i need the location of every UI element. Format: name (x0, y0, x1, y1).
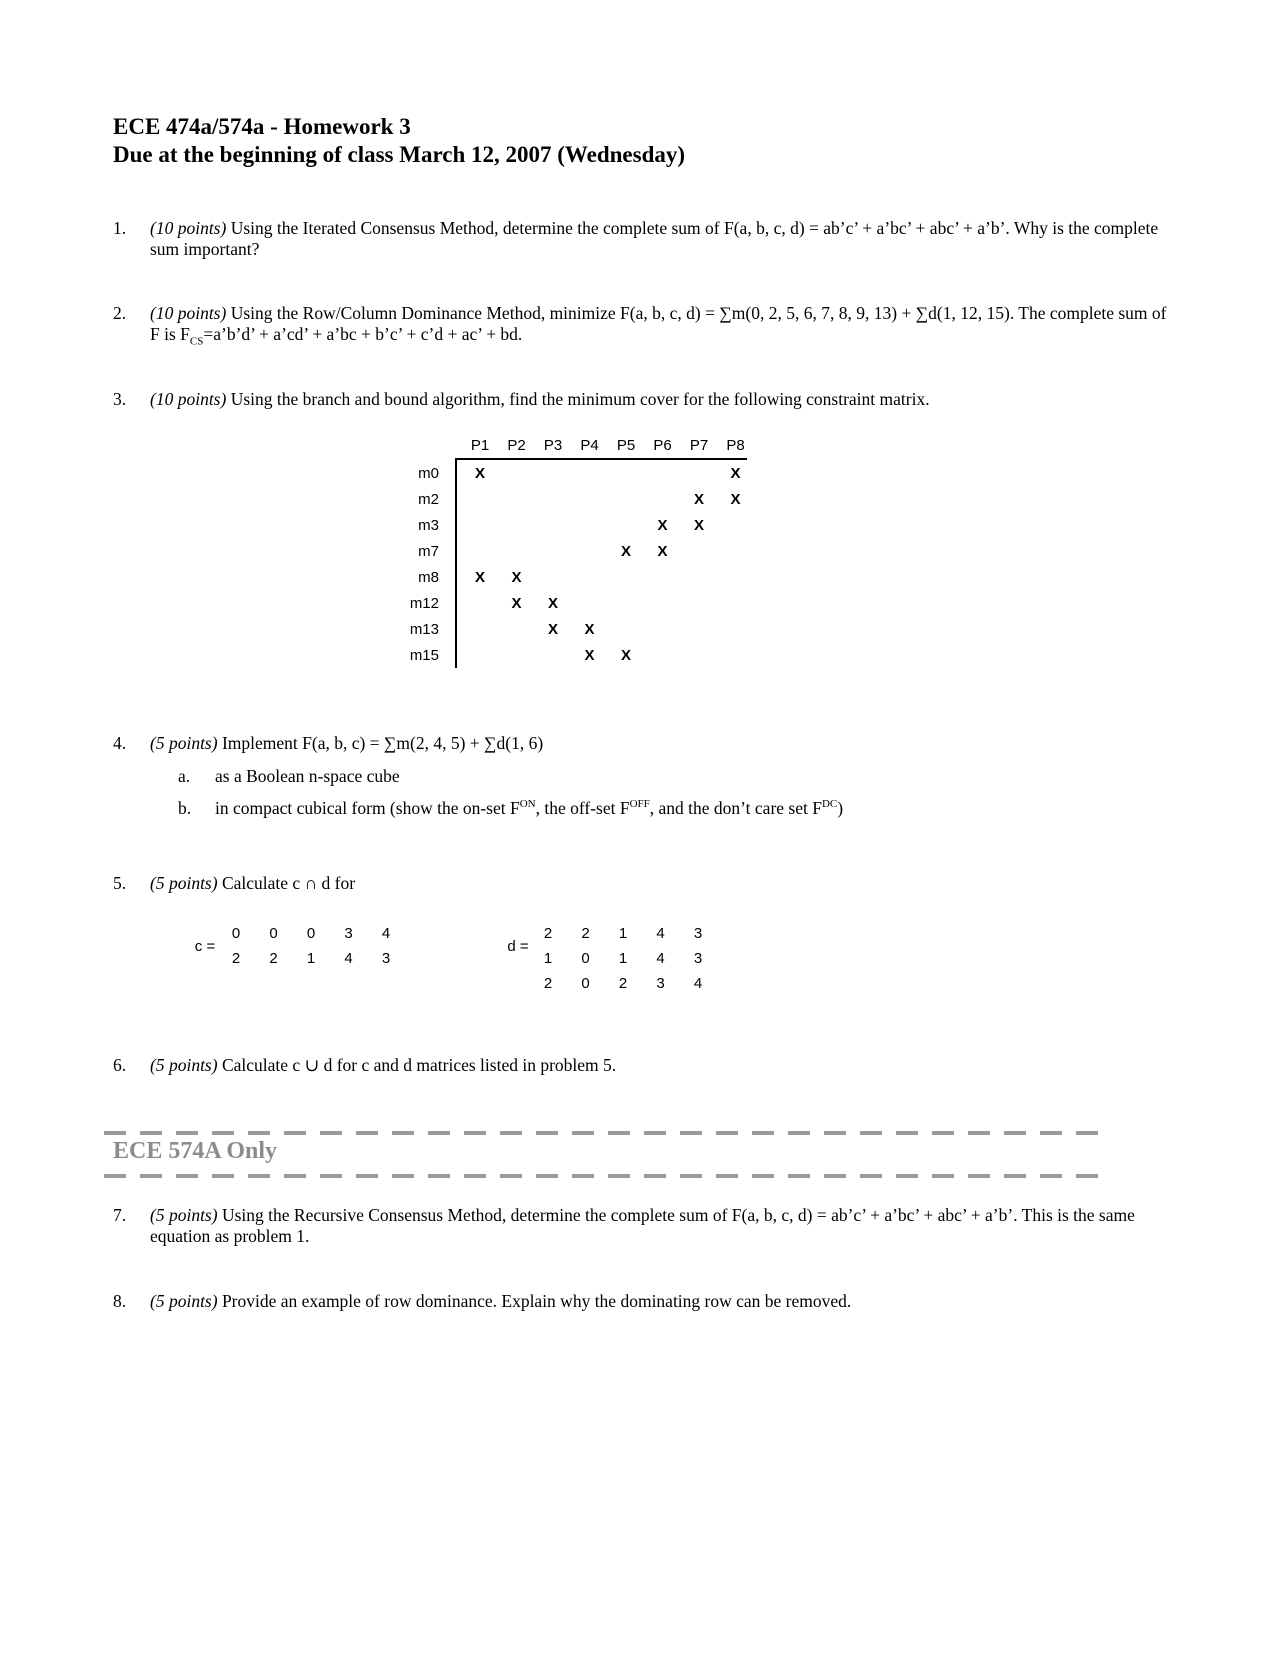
cube-value: 3 (381, 950, 391, 967)
due-date: Due at the beginning of class March 12, 2007 (Wednesday) (113, 142, 686, 167)
cube-value: 2 (581, 925, 590, 942)
matrix-cover-mark: X (657, 517, 668, 534)
cube-value: 2 (618, 975, 628, 992)
problem-text: Using the branch and bound algorithm, find the minimum cover for the following constraint matrix. (226, 389, 930, 409)
matrix-row-label: m7 (418, 543, 439, 560)
points: (5 points) (150, 873, 218, 893)
matrix-row-label: m8 (418, 569, 439, 586)
cube-value: 4 (656, 925, 665, 942)
subscript-cs: CS (189, 335, 204, 348)
cube-value: 0 (231, 925, 241, 942)
part-a-label: a. (178, 766, 191, 786)
problem-number: 6. (113, 1055, 127, 1075)
part-a-text: as a Boolean n-space cube (215, 766, 400, 786)
problem-5 (113, 873, 1173, 894)
matrix-row-label: m15 (409, 647, 439, 664)
matrix-column-header: P3 (543, 437, 563, 454)
matrix-cover-mark: X (474, 465, 485, 482)
problem-6 (113, 1055, 1173, 1076)
cube-value: 0 (581, 975, 590, 992)
problem-number: 8. (113, 1291, 127, 1311)
problem-number: 2. (113, 303, 127, 323)
matrix-row-label: m3 (418, 517, 439, 534)
problem-number: 1. (113, 218, 127, 238)
cube-c-label: c = (194, 938, 216, 955)
points: (10 points) (150, 218, 227, 238)
cube-value: 3 (693, 950, 703, 967)
problem-text: Calculate c ∪ d for c and d matrices listed in problem 5. (217, 1055, 617, 1075)
section-divider-bottom (104, 1174, 1104, 1178)
matrix-cover-mark: X (474, 569, 485, 586)
cube-value: 0 (581, 950, 590, 967)
cube-value: 2 (543, 975, 553, 992)
problem-text: Implement F(a, b, c) = ∑m(2, 4, 5) + ∑d(1, 6) (217, 733, 544, 753)
matrix-row-label: m13 (409, 621, 439, 638)
problem-4 (113, 733, 1173, 754)
points: (5 points) (150, 1055, 218, 1075)
cube-value: 4 (381, 925, 391, 942)
matrix-cover-mark: X (730, 491, 741, 508)
cube-value: 2 (231, 950, 241, 967)
part-b-label: b. (178, 798, 192, 818)
cube-value: 4 (656, 950, 665, 967)
problem-text: Using the Iterated Consensus Method, determine the complete sum of F(a, b, c, d) = ab’c’ + a’bc’ + abc’ + a’b’. Why is the complete sum important? (150, 218, 1159, 259)
points: (5 points) (150, 1205, 218, 1225)
matrix-cover-mark: X (693, 517, 704, 534)
problem-text: Provide an example of row dominance. Explain why the dominating row can be removed. (217, 1291, 852, 1311)
matrix-column-header: P4 (580, 437, 599, 454)
cube-value: 1 (618, 950, 628, 967)
cube-value: 2 (543, 925, 553, 942)
matrix-row-label: m0 (418, 465, 439, 482)
cube-value: 1 (618, 925, 628, 942)
cube-value: 4 (693, 975, 703, 992)
points: (5 points) (150, 1291, 218, 1311)
points: (5 points) (150, 733, 218, 753)
matrix-row-label: m2 (418, 491, 439, 508)
problem-number: 7. (113, 1205, 127, 1225)
problem-8 (113, 1291, 1173, 1312)
cube-d-label: d = (507, 938, 529, 955)
matrix-column-header: P8 (726, 437, 745, 454)
matrix-column-header: P7 (689, 437, 709, 454)
points: (10 points) (150, 303, 227, 323)
matrix-cover-mark: X (584, 647, 595, 664)
problem-7 (113, 1205, 1173, 1247)
cube-value: 0 (269, 925, 278, 942)
cube-value: 3 (656, 975, 665, 992)
matrix-cover-mark: X (511, 595, 522, 612)
matrix-column-header: P2 (507, 437, 526, 454)
problem-text: Using the Recursive Consensus Method, determine the complete sum of F(a, b, c, d) = ab’c’ + a’bc’ + abc’ + a’b’. This is the same equation as problem 1. (150, 1205, 1135, 1246)
cube-value: 0 (306, 925, 316, 942)
matrix-cover-mark: X (584, 621, 595, 638)
section-label-574a: ECE 574A Only (113, 1138, 278, 1164)
problem-number: 5. (113, 873, 127, 893)
problem-text: Calculate c ∩ d for (217, 873, 356, 893)
matrix-cover-mark: X (730, 465, 741, 482)
matrix-row-label: m12 (409, 595, 439, 612)
cube-value: 1 (543, 950, 553, 967)
matrix-cover-mark: X (620, 543, 631, 560)
matrix-column-header: P6 (653, 437, 672, 454)
problem-number: 3. (113, 389, 127, 409)
problem-text-cont: =a’b’d’ + a’cd’ + a’bc + b’c’ + c’d + ac’ + bd. (203, 324, 523, 344)
matrix-cover-mark: X (511, 569, 522, 586)
cube-value: 2 (269, 950, 278, 967)
constraint-matrix (0, 0, 1280, 700)
matrix-cover-mark: X (547, 595, 558, 612)
matrix-column-header: P1 (470, 437, 490, 454)
matrix-left-rule (455, 458, 457, 668)
matrix-column-header: P5 (616, 437, 636, 454)
cube-value: 1 (306, 950, 316, 967)
homework-title: ECE 474a/574a - Homework 3 (113, 114, 411, 139)
problem-number: 4. (113, 733, 127, 753)
matrix-top-rule (455, 458, 747, 460)
cube-value: 3 (693, 925, 703, 942)
matrix-cover-mark: X (547, 621, 558, 638)
cube-value: 4 (344, 950, 353, 967)
cube-value: 3 (344, 925, 353, 942)
problem-text: Using the Row/Column Dominance Method, minimize F(a, b, c, d) = ∑m(0, 2, 5, 6, 7, 8, 9, 13) + ∑d(1, 12, 15). The complete sum of F is F (150, 303, 1167, 344)
section-divider-top (104, 1131, 1104, 1135)
part-b-text: in compact cubical form (show the on-set $F^{ON}$, the off-set $F^{OFF}$, and the don’t care set $F^{DC}$) (215, 798, 844, 818)
points: (10 points) (150, 389, 227, 409)
matrix-cover-mark: X (693, 491, 704, 508)
matrix-cover-mark: X (620, 647, 631, 664)
matrix-cover-mark: X (657, 543, 668, 560)
